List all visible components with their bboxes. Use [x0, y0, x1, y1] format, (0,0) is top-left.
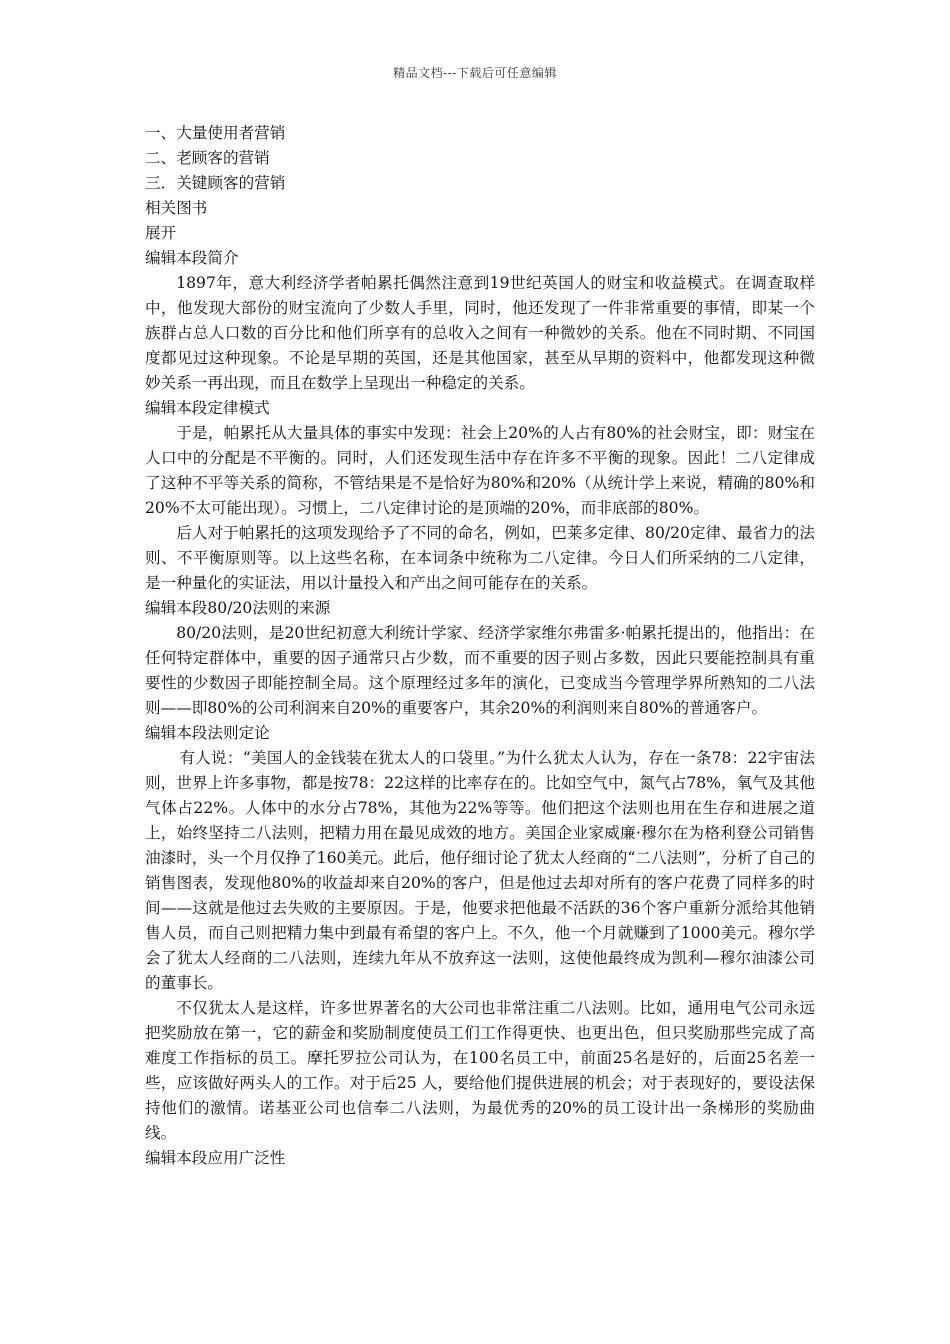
- toc-item-old-customer-marketing: 二、老顾客的营销: [145, 149, 270, 167]
- document-body: [145, 121, 815, 1171]
- section-heading-conclusion: 编辑本段法则定论: [145, 724, 270, 742]
- paragraph-origin: 80/20法则，是20世纪初意大利统计学家、经济学家维尔弗雷多·帕累托提出的，他指出：在任何特定群体中，重要的因子通常只占少数，而不重要的因子则占多数，因此只要能控制具有重要性的少数因子即能控制全局。这个原理经过多年的演化，已变成当今管理学界所熟知的二八法则——即80%的公司利润来自20%的重要客户，其余20%的利润则来自80%的普通客户。: [145, 624, 815, 717]
- section-heading-origin: 编辑本段80/20法则的来源: [145, 599, 331, 617]
- toc-item-mass-user-marketing: 一、大量使用者营销: [145, 124, 286, 142]
- paragraph-law-pattern-2: 后人对于帕累托的这项发现给予了不同的命名，例如，巴莱多定律、80/20定律、最省力的法则、不平衡原则等。以上这些名称，在本词条中统称为二八定律。今日人们所采纳的二八定律，是一种量化的实证法，用以计量投入和产出之间可能存在的关系。: [145, 524, 815, 592]
- paragraph-conclusion-2: 不仅犹太人是这样，许多世界著名的大公司也非常注重二八法则。比如，通用电气公司永远把奖励放在第一，它的薪金和奖励制度使员工们工作得更快、也更出色，但只奖励那些完成了高难度工作指标的员工。摩托罗拉公司认为，在100名员工中，前面25名是好的，后面25名差一些，应该做好两头人的工作。对于后25 人，要给他们提供进展的机会；对于表现好的，要设法保持他们的激情。诺基亚公司也信奉二八法则，为最优秀的20%的员工设计出一条梯形的奖励曲线。: [145, 999, 815, 1142]
- paragraph-intro: 1897年，意大利经济学者帕累托偶然注意到19世纪英国人的财宝和收益模式。在调查取样中，他发现大部份的财宝流向了少数人手里，同时，他还发现了一件非常重要的事情，即某一个族群占总人口数的百分比和他们所享有的总收入之间有一种微妙的关系。他在不同时期、不同国度都见过这种现象。不论是早期的英国，还是其他国家，甚至从早期的资料中，他都发现这种微妙关系一再出现，而且在数学上呈现出一种稳定的关系。: [145, 274, 815, 392]
- page-header: 精品文档---下载后可任意编辑: [393, 66, 557, 80]
- section-heading-law-pattern: 编辑本段定律模式: [145, 399, 270, 417]
- paragraph-law-pattern-1: 于是，帕累托从大量具体的事实中发现：社会上20%的人占有80%的社会财宝，即：财宝在人口中的分配是不平衡的。同时，人们还发现生活中存在许多不平衡的现象。因此！二八定律成了这种不平等关系的简称，不管结果是不是恰好为80%和20%（从统计学上来说，精确的80%和20%不太可能出现）。习惯上，二八定律讨论的是顶端的20%，而非底部的80%。: [145, 424, 815, 517]
- related-books-link[interactable]: 相关图书: [145, 199, 208, 217]
- expand-link[interactable]: 展开: [145, 224, 177, 242]
- section-heading-intro: 编辑本段简介: [145, 249, 239, 267]
- section-heading-wide-application: 编辑本段应用广泛性: [145, 1149, 286, 1167]
- toc-item-key-customer-marketing: 三．关键顾客的营销: [145, 174, 286, 192]
- paragraph-conclusion-1: 有人说：“美国人的金钱装在犹太人的口袋里。”为什么犹太人认为，存在一条78：22宇宙法则，世界上许多事物，都是按78：22这样的比率存在的。比如空气中，氮气占78%，氧气及其他气体占22%。人体中的水分占78%，其他为22%等等。他们把这个法则也用在生存和进展之道上，始终坚持二八法则，把精力用在最见成效的地方。美国企业家威廉·穆尔在为格利登公司销售油漆时，头一个月仅挣了160美元。此后，他仔细讨论了犹太人经商的“二八法则”，分析了自己的销售图表，发现他80%的收益却来自20%的客户，但是他过去却对所有的客户花费了同样多的时间——这就是他过去失败的主要原因。于是，他要求把他最不活跃的36个客户重新分派给其他销售人员，而自己则把精力集中到最有希望的客户上。不久，他一个月就赚到了1000美元。穆尔学会了犹太人经商的二八法则，连续九年从不放弃这一法则，这使他最终成为凯利—穆尔油漆公司的董事长。: [145, 749, 815, 992]
